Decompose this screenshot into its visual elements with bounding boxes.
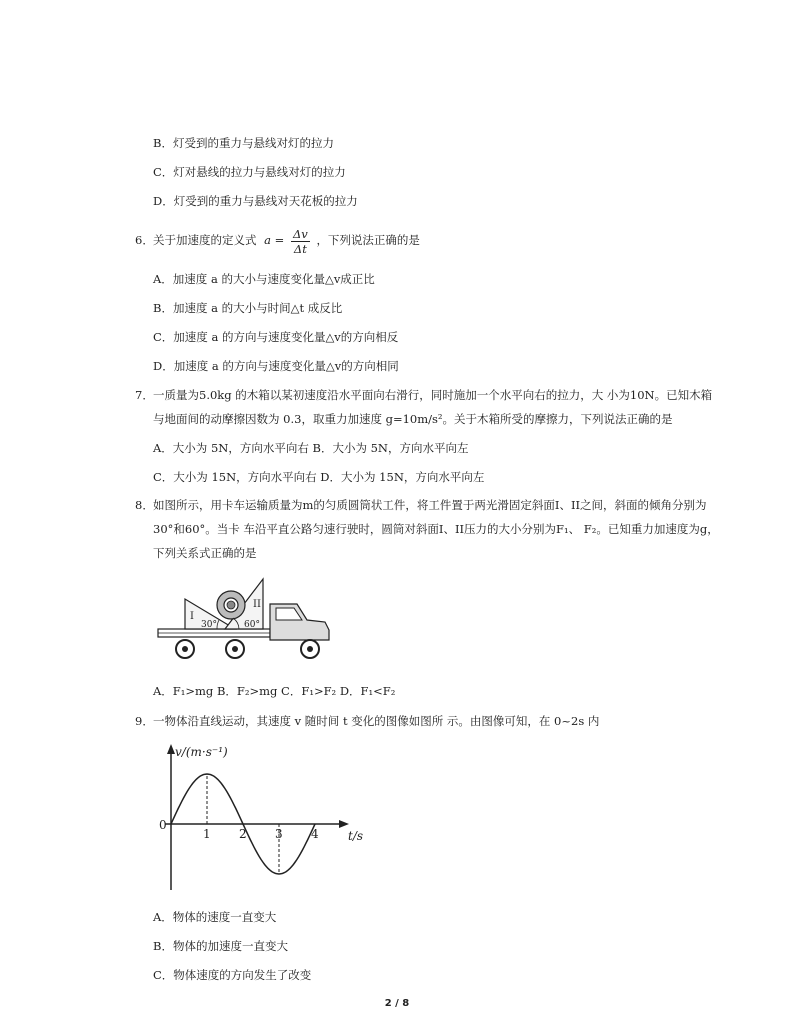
q5-option-b: B．灯受到的重力与悬线对灯的拉力 <box>153 136 334 150</box>
q6-option-c: C．加速度 a 的方向与速度变化量△v的方向相反 <box>153 330 399 344</box>
truck-figure <box>155 574 335 664</box>
y-axis-label: v/(m·s⁻¹) <box>175 745 228 759</box>
wedge-i-label: I <box>190 611 194 622</box>
wedge-ii-label: II <box>253 599 261 610</box>
q7-stem-line1: 一质量为5.0kg 的木箱以某初速度沿水平面向右滑行，同时施加一个水平向右的拉力，大 小为10N。已知木箱 <box>153 388 713 402</box>
origin-label: 0 <box>159 818 167 832</box>
q6-stem <box>153 224 420 256</box>
q6-stem-post: ，下列说法正确的是 <box>316 233 420 247</box>
q6-number: 6． <box>135 233 154 247</box>
x-tick-label: 3 <box>275 827 283 841</box>
q7-options-cd: C．大小为 15N，方向水平向右 D．大小为 15N，方向水平向左 <box>153 470 485 484</box>
q6-option-d: D．加速度 a 的方向与速度变化量△v的方向相同 <box>153 359 399 373</box>
q6-stem-pre: 关于加速度的定义式 <box>153 233 257 247</box>
x-axis-label: t/s <box>348 829 364 843</box>
velocity-time-graph <box>155 740 375 900</box>
q7-stem-line2: 与地面间的动摩擦因数为 0.3，取重力加速度 g=10m/s²。关于木箱所受的摩擦力，下列说法正确的是 <box>153 412 673 426</box>
q7-number: 7． <box>135 388 154 402</box>
q8-stem-line2: 30°和60°。当卡 车沿平直公路匀速行驶时，圆筒对斜面I、II压力的大小分别为F₁、 F₂。已知重力加速度为g， <box>153 522 719 536</box>
q8-stem-line3: 下列关系式正确的是 <box>153 546 257 560</box>
q6-formula-numerator: Δv <box>292 226 308 241</box>
q9-option-a: A．物体的速度一直变大 <box>153 910 277 924</box>
y-axis-arrow <box>167 744 175 754</box>
q9-number: 9． <box>135 714 154 728</box>
q9-option-c: C．物体速度的方向发生了改变 <box>153 968 312 982</box>
q6-option-b: B．加速度 a 的大小与时间△t 成反比 <box>153 301 343 315</box>
x-tick-label: 4 <box>311 827 319 841</box>
q6-formula-fraction <box>291 227 310 256</box>
q7-options-ab: A．大小为 5N，方向水平向右 B．大小为 5N，方向水平向左 <box>153 441 469 455</box>
q9-option-b: B．物体的加速度一直变大 <box>153 939 288 953</box>
x-tick-label: 1 <box>203 827 211 841</box>
q6-formula-denominator: Δt <box>293 241 307 256</box>
q9-stem: 一物体沿直线运动，其速度 v 随时间 t 变化的图像如图所 示。由图像可知，在 0~2s 内 <box>153 714 600 728</box>
q5-option-c: C．灯对悬线的拉力与悬线对灯的拉力 <box>153 165 346 179</box>
q8-options: A．F₁>mg B．F₂>mg C．F₁>F₂ D．F₁<F₂ <box>153 684 396 698</box>
angle-30-label: 30° <box>201 620 217 630</box>
q8-stem-line1: 如图所示，用卡车运输质量为m的匀质圆筒状工件，将工件置于两光滑固定斜面I、II之间，斜面的倾角分别为 <box>153 498 707 512</box>
page-number: 2 / 8 <box>384 998 410 1009</box>
q6-option-a: A．加速度 a 的大小与速度变化量△v成正比 <box>153 272 375 286</box>
q6-formula-lhs: a = <box>264 233 285 247</box>
angle-60-label: 60° <box>244 620 260 630</box>
q5-option-d: D．灯受到的重力与悬线对天花板的拉力 <box>153 194 358 208</box>
x-axis-arrow <box>339 820 349 828</box>
x-tick-label: 2 <box>239 827 247 841</box>
q8-number: 8． <box>135 498 154 512</box>
